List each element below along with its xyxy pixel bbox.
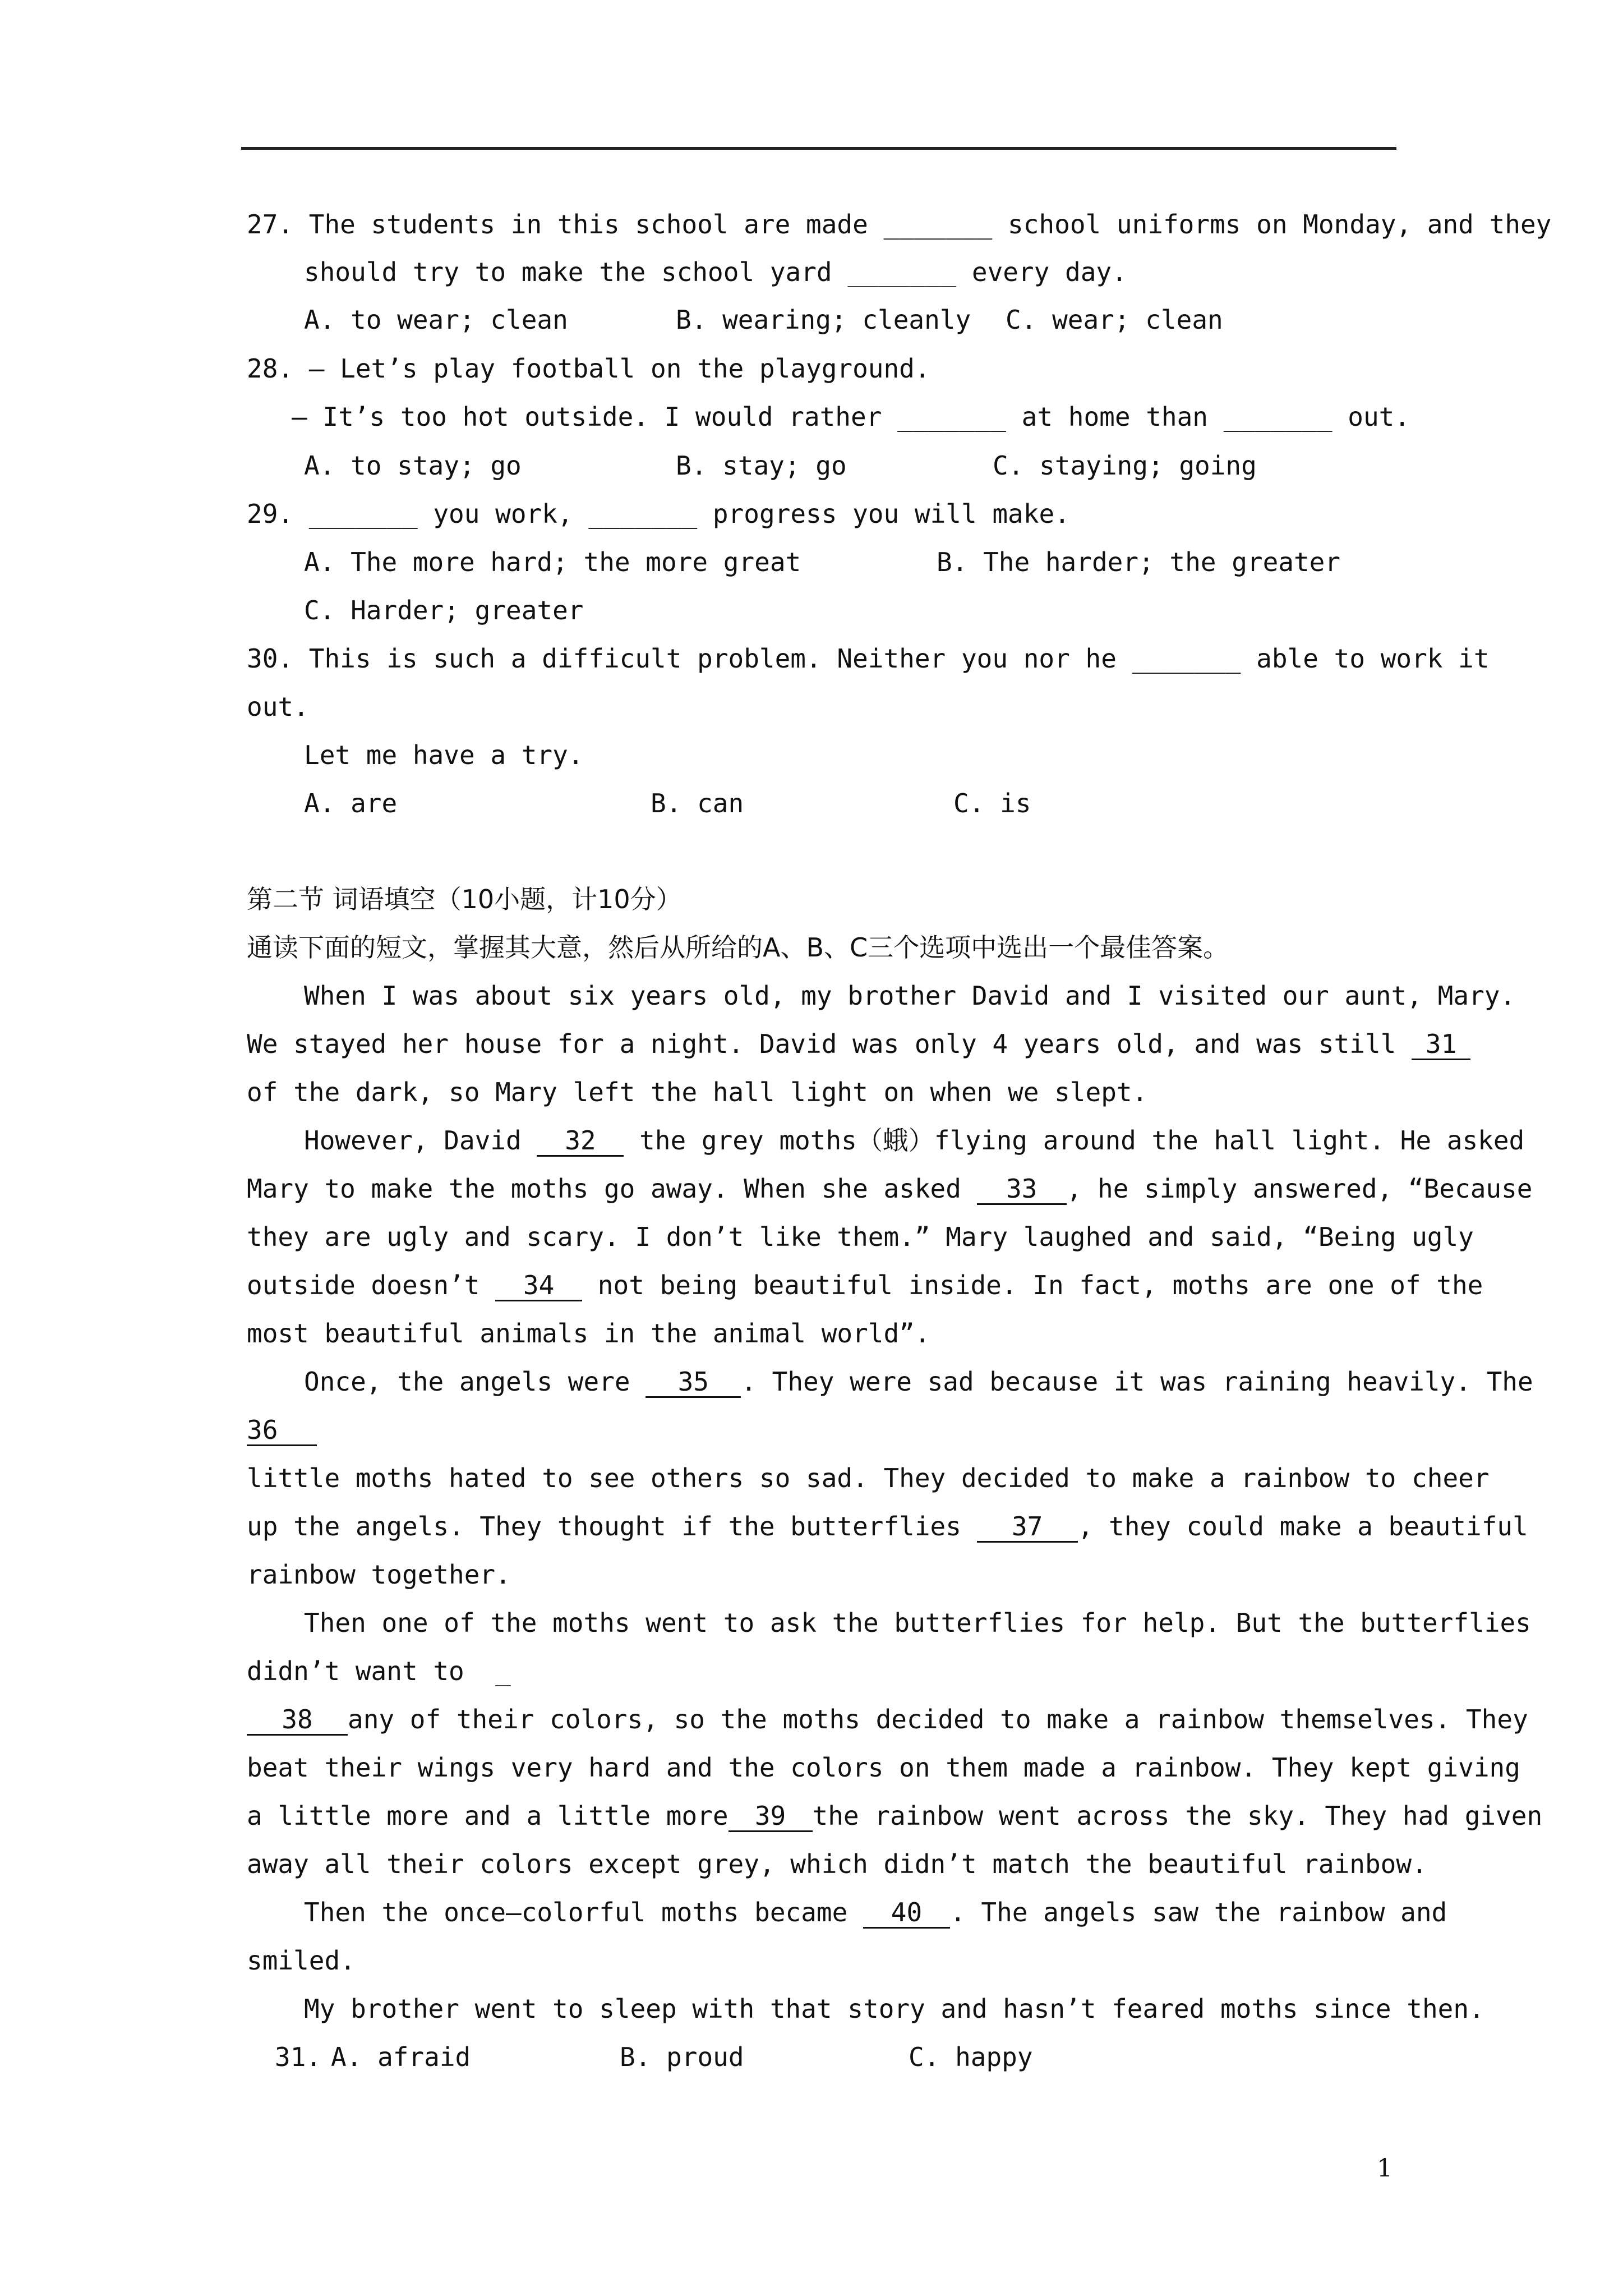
q28-line1: 28. — Let’s play football on the playground.	[247, 353, 930, 384]
q30-line1: 30. This is such a difficult problem. Neither you nor he _______ able to work it	[247, 643, 1490, 674]
q27-option-b: B. wearing; cleanly	[676, 305, 971, 335]
q30-option-b: B. can	[651, 788, 744, 818]
passage-p2-line1: However, David 32 the grey moths（蛾）flying around the hall light. He asked	[304, 1125, 1525, 1156]
q28-option-c: C. staying; going	[993, 450, 1257, 481]
q27-option-c: C. wear; clean	[1006, 305, 1223, 335]
blank-31: 31	[1412, 1029, 1470, 1060]
q31-option-a: A. afraid	[331, 2042, 471, 2072]
q29-line1: 29. _______ you work, _______ progress you will make.	[247, 499, 1070, 529]
passage-p2-line5: most beautiful animals in the animal world”.	[247, 1318, 930, 1349]
q27-option-a: A. to wear; clean	[304, 305, 568, 335]
blank-37: 37	[977, 1512, 1078, 1543]
passage-p3-line4: up the angels. They thought if the butterflies 37 , they could make a beautiful	[247, 1511, 1528, 1542]
blank-38: 38	[247, 1705, 348, 1736]
q27-line2: should try to make the school yard _______ every day.	[304, 257, 1127, 287]
q29-option-b: B. The harder; the greater	[937, 547, 1341, 577]
passage-p1-line3: of the dark, so Mary left the hall light on when we slept.	[247, 1077, 1148, 1107]
section-title: 第二节 词语填空（10小题，计10分）	[247, 884, 682, 914]
passage-p2-line4: outside doesn’t 34 not being beautiful inside. In fact, moths are one of the	[247, 1270, 1483, 1300]
q31-number: 31.	[275, 2042, 322, 2072]
blank-40: 40	[863, 1898, 950, 1929]
blank-33: 33	[977, 1174, 1067, 1205]
q28-option-b: B. stay; go	[676, 450, 847, 481]
section-instruction: 通读下面的短文，掌握其大意，然后从所给的A、B、C三个选项中选出一个最佳答案。	[247, 932, 1229, 963]
q27-line1: 27. The students in this school are made _______ school uniforms on Monday, and they	[247, 209, 1552, 240]
passage-p3-line2	[247, 1413, 317, 1447]
q29-option-c: C. Harder; greater	[304, 595, 584, 625]
q29-option-a: A. The more hard; the more great	[304, 547, 801, 577]
passage-p4-line6: away all their colors except grey, which didn’t match the beautiful rainbow.	[247, 1849, 1427, 1879]
passage-p5-line1: Then the once—colorful moths became 40 . The angels saw the rainbow and	[304, 1897, 1447, 1927]
passage-p4-line5: a little more and a little more 39 the rainbow went across the sky. They had given	[247, 1801, 1543, 1831]
passage-p2-line2: Mary to make the moths go away. When she asked 33 , he simply answered, “Because	[247, 1174, 1533, 1204]
q31-option-c: C. happy	[909, 2042, 1033, 2072]
passage-p5-line2: smiled.	[247, 1945, 356, 1976]
blank-34: 34	[495, 1271, 582, 1301]
passage-p2-line3: they are ugly and scary. I don’t like them.” Mary laughed and said, “Being ugly	[247, 1222, 1474, 1252]
passage-p1-line1: When I was about six years old, my brother David and I visited our aunt, Mary.	[304, 981, 1516, 1011]
passage-p3-line1: Once, the angels were 35 . They were sad because it was raining heavily. The	[304, 1366, 1533, 1397]
blank-35: 35	[645, 1367, 741, 1398]
q30-option-a: A. are	[304, 788, 398, 818]
q30-line2: out.	[247, 692, 309, 722]
blank-32: 32	[537, 1126, 624, 1157]
passage-p4-line3: 38 any of their colors, so the moths decided to make a rainbow themselves. They	[247, 1703, 1528, 1736]
q30-line3: Let me have a try.	[304, 740, 584, 770]
q31-option-b: B. proud	[620, 2042, 744, 2072]
q30-option-c: C. is	[953, 788, 1031, 818]
blank-36: 36	[247, 1415, 317, 1446]
passage-p3-line3: little moths hated to see others so sad. They decided to make a rainbow to cheer	[247, 1463, 1490, 1493]
passage-p3-line5: rainbow together.	[247, 1559, 511, 1590]
blank-39: 39	[728, 1801, 813, 1832]
passage-p4-line1: Then one of the moths went to ask the butterflies for help. But the butterflies	[304, 1608, 1531, 1638]
header-rule	[241, 147, 1396, 150]
passage-p4-line2: didn’t want to _	[247, 1656, 511, 1686]
q28-line2: — It’s too hot outside. I would rather _______ at home than _______ out.	[292, 402, 1410, 432]
passage-p1-line2: We stayed her house for a night. David was only 4 years old, and was still 31	[247, 1027, 1470, 1061]
q28-option-a: A. to stay; go	[304, 450, 522, 481]
passage-p6-line1: My brother went to sleep with that story and hasn’t feared moths since then.	[304, 1994, 1484, 2024]
page-number: 1	[1377, 2154, 1393, 2183]
passage-p4-line4: beat their wings very hard and the colors on them made a rainbow. They kept giving	[247, 1752, 1520, 1783]
